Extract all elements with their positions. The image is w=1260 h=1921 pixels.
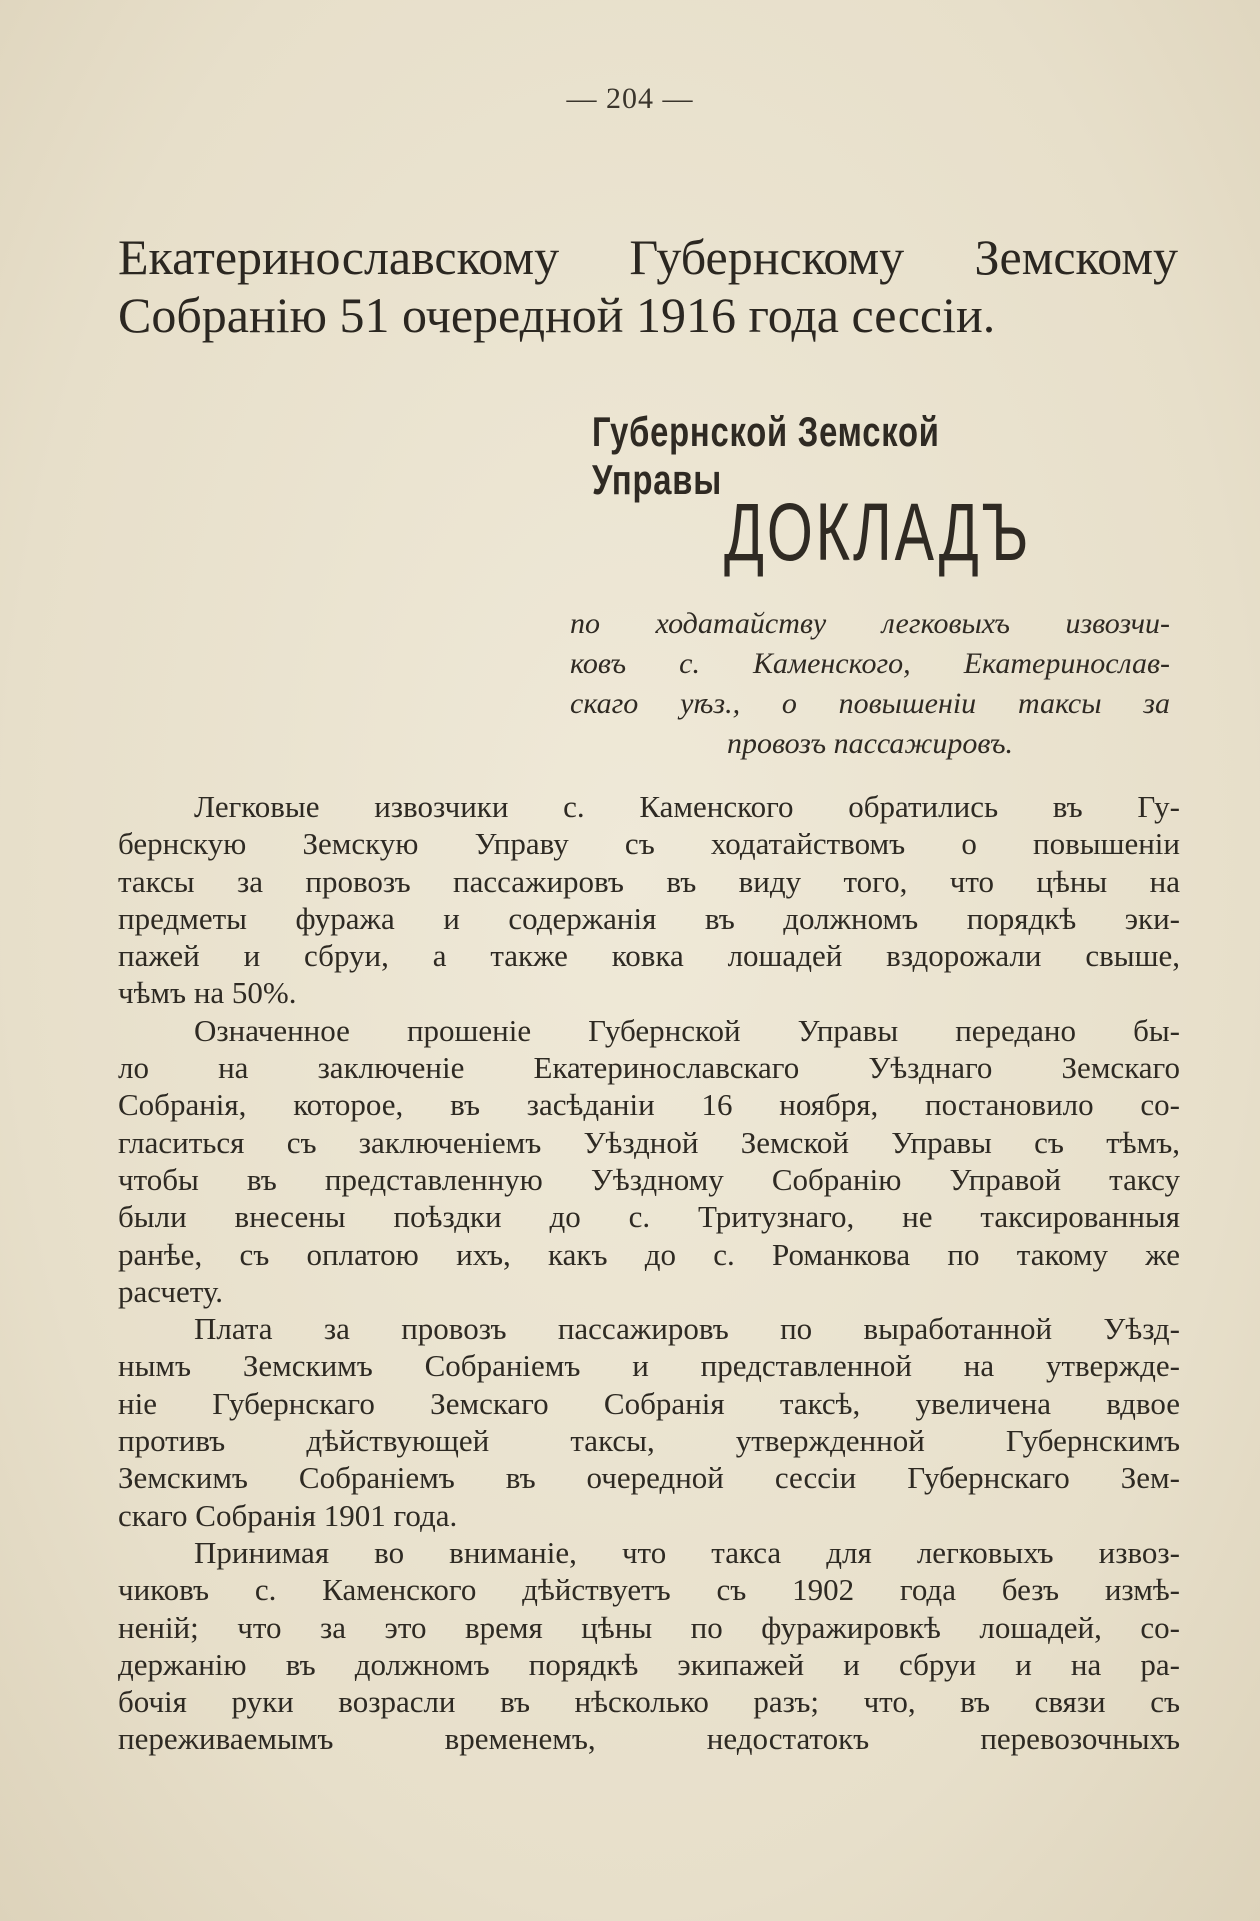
paragraph <box>118 788 1180 1012</box>
report-subject-line: по ходатайству легковыхъ извозчи- <box>570 607 1170 640</box>
paragraph-line: были внесены поѣздки до с. Тритузнаго, не таксированныя <box>118 1199 1180 1235</box>
paragraph-line: Земскимъ Собраніемъ въ очередной сессіи Губернскаго Зем- <box>118 1460 1180 1496</box>
paragraph <box>118 1534 1180 1758</box>
paragraph <box>118 1012 1180 1310</box>
paragraph-line: держанію въ должномъ порядкѣ экипажей и сбруи и на ра- <box>118 1646 1180 1682</box>
paragraph-line: Принимая во вниманіе, что такса для легковыхъ извоз- <box>194 1534 1180 1570</box>
paragraph-line: предметы фуража и содержанія въ должномъ порядкѣ эки- <box>118 900 1180 936</box>
paragraph-line: чтобы въ представленную Уѣздному Собранію Управой таксу <box>118 1161 1180 1197</box>
report-author-heading: Губернской Земской Управы <box>592 408 940 503</box>
paragraph-line: Собранія, которое, въ засѣданіи 16 ноября, постановило со- <box>118 1087 1180 1123</box>
paragraph-line: противъ дѣйствующей таксы, утвержденной Губернскимъ <box>118 1423 1180 1459</box>
body-text <box>118 788 1180 1758</box>
paragraph-line: неній; что за это время цѣны по фуражировкѣ лошадей, со- <box>118 1609 1180 1645</box>
paragraph-line: таксы за провозъ пассажировъ въ виду того, что цѣны на <box>118 863 1180 899</box>
paragraph-line: пажей и сбруи, а также ковка лошадей вздорожали свыше, <box>118 938 1180 974</box>
report-subject-line: провозъ пассажировъ. <box>726 727 1014 760</box>
report-subject-line: скаго уѣз., о повышеніи таксы за <box>570 687 1170 720</box>
paragraph-line: бочія руки возрасли въ нѣсколько разъ; что, въ связи съ <box>118 1684 1180 1720</box>
paragraph-line: Означенное прошеніе Губернской Управы передано бы- <box>194 1012 1180 1048</box>
paragraph-line: нымъ Земскимъ Собраніемъ и представленной на утвержде- <box>118 1348 1180 1384</box>
paragraph-line: ніе Губернскаго Земскаго Собранія таксѣ, увеличена вдвое <box>118 1385 1180 1421</box>
paragraph-line: ло на заключеніе Екатеринославскаго Уѣзднаго Земскаго <box>118 1050 1180 1086</box>
document-title: Екатеринославскому Губернскому Земскому Собранію 51 очередной 1916 года сессіи. <box>118 229 1178 343</box>
paragraph-line: бернскую Земскую Управу съ ходатайствомъ о повышеніи <box>118 826 1180 862</box>
paragraph-line: переживаемымъ временемъ, недостатокъ перевозочныхъ <box>118 1721 1180 1757</box>
report-subject <box>570 604 1170 764</box>
report-subject-line: ковъ с. Каменского, Екатеринослав- <box>570 647 1170 680</box>
paragraph-line: чѣмъ на 50%. <box>118 975 297 1011</box>
paragraph-line: ранѣе, съ оплатою ихъ, какъ до с. Романкова по такому же <box>118 1236 1180 1272</box>
paragraph-line: Плата за провозъ пассажировъ по выработанной Уѣзд- <box>194 1311 1180 1347</box>
paragraph-line: скаго Собранія 1901 года. <box>118 1497 458 1533</box>
paragraph <box>118 1310 1180 1534</box>
paragraph-line: чиковъ с. Каменского дѣйствуетъ съ 1902 года безъ измѣ- <box>118 1572 1180 1608</box>
paragraph-line: гласиться съ заключеніемъ Уѣздной Земской Управы съ тѣмъ, <box>118 1124 1180 1160</box>
paragraph-line: Легковые извозчики с. Каменского обратились въ Гу- <box>194 789 1180 824</box>
report-heading: ДОКЛАДЪ <box>724 487 1032 578</box>
page-number: — 204 — <box>566 82 694 115</box>
paragraph-line: расчету. <box>118 1273 224 1309</box>
